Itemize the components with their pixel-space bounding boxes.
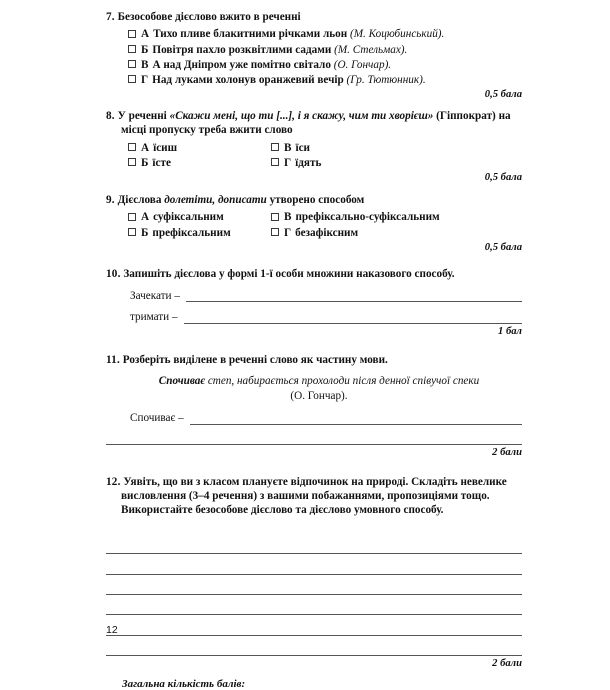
option-text: їдять — [295, 156, 322, 169]
option-letter: Г — [284, 226, 292, 239]
option-source: (О. Гончар). — [333, 58, 392, 71]
option-row — [128, 27, 522, 41]
answer-line[interactable] — [106, 615, 522, 635]
option-row — [128, 141, 522, 155]
fill-label: тримати – — [130, 311, 178, 324]
checkbox-icon[interactable] — [271, 228, 279, 236]
answer-line[interactable] — [184, 313, 522, 324]
question-11-prompt — [106, 353, 522, 367]
option-letter: А — [141, 211, 150, 224]
checkbox-icon[interactable] — [128, 60, 136, 68]
option-letter: А — [141, 141, 150, 154]
question-7-option-b[interactable] — [128, 43, 407, 57]
question-11-quote — [132, 374, 506, 403]
question-11-number: 11. — [106, 353, 120, 366]
option-source: (Гр. Тютюнник). — [346, 73, 426, 86]
question-9-text-pre: Дієслова — [117, 193, 165, 206]
question-8-option-a[interactable] — [128, 141, 271, 155]
question-9-text-post: утворено способом — [266, 193, 365, 206]
option-text: Тихо пливе блакитними річками льон — [153, 28, 348, 41]
question-8-options — [106, 141, 522, 170]
checkbox-icon[interactable] — [271, 213, 279, 221]
question-10-answer-row-1 — [106, 290, 522, 302]
option-text: Над луками холонув оранжевий вечір — [152, 73, 344, 86]
question-8-text-post: (Гіппократ) на місці пропуску треба вжити слово — [121, 109, 511, 137]
question-10-answer-row-2 — [106, 311, 522, 323]
option-text: їсте — [152, 156, 171, 169]
checkbox-icon[interactable] — [128, 228, 136, 236]
answer-line[interactable] — [106, 575, 522, 595]
question-12-text: Уявіть, що ви з класом плануєте відпочинок на природі. Складіть невелике висловлення (3–4 речення) з вашими побажаннями, пропозиціями тощо. Використайте безособове дієслово та дієслово умовного способу. — [121, 475, 507, 517]
option-source: (М. Коцюбинський). — [349, 28, 445, 41]
question-8-option-v[interactable] — [271, 141, 310, 155]
checkbox-icon[interactable] — [128, 143, 136, 151]
question-9-option-b[interactable] — [128, 226, 271, 240]
question-7-number: 7. — [106, 11, 115, 23]
question-8 — [106, 109, 522, 183]
question-10-score: 1 бал — [498, 325, 522, 337]
question-11 — [106, 353, 522, 458]
question-9-score: 0,5 бала — [484, 241, 522, 253]
question-7-text: Безособове дієслово вжито в реченні — [117, 11, 301, 23]
question-12-prompt — [106, 475, 522, 518]
checkbox-icon[interactable] — [271, 143, 279, 151]
option-row — [128, 156, 522, 170]
option-letter: В — [284, 141, 292, 154]
option-letter: Б — [141, 43, 149, 56]
option-row — [128, 58, 522, 72]
question-7-option-a[interactable] — [128, 27, 444, 41]
question-10 — [106, 267, 522, 337]
question-10-number: 10. — [106, 267, 121, 280]
answer-line[interactable] — [106, 534, 522, 554]
option-letter: В — [141, 58, 149, 71]
option-letter: Б — [141, 226, 149, 239]
question-9 — [106, 193, 522, 253]
option-source: (М. Стельмах). — [334, 43, 408, 56]
option-text: Повітря пахло розквітлими садами — [152, 43, 332, 56]
option-text: префіксально-суфіксальним — [295, 211, 440, 224]
option-text: безафіксним — [295, 226, 359, 239]
answer-line[interactable] — [106, 444, 522, 445]
option-letter: В — [284, 211, 292, 224]
question-7-options — [106, 27, 522, 86]
question-12 — [106, 475, 522, 670]
checkbox-icon[interactable] — [128, 158, 136, 166]
checkbox-icon[interactable] — [128, 45, 136, 53]
question-7-option-g[interactable] — [128, 73, 426, 87]
question-7-option-v[interactable] — [128, 58, 391, 72]
question-12-score: 2 бали — [492, 658, 522, 670]
question-8-option-b[interactable] — [128, 156, 271, 170]
option-row — [128, 226, 522, 240]
question-9-option-a[interactable] — [128, 210, 271, 224]
checkbox-icon[interactable] — [128, 213, 136, 221]
option-letter: Г — [284, 156, 292, 169]
question-8-text-pre: У реченні — [117, 109, 170, 122]
question-9-option-g[interactable] — [271, 226, 358, 240]
option-letter: Г — [141, 73, 149, 86]
fill-label: Спочиває – — [130, 412, 184, 425]
question-9-option-v[interactable] — [271, 210, 440, 224]
answer-line[interactable] — [186, 291, 522, 302]
question-9-options — [106, 210, 522, 239]
question-8-prompt — [106, 109, 522, 138]
quote-emphasis: Спочиває — [158, 375, 206, 388]
answer-line[interactable] — [190, 414, 522, 425]
question-9-emphasis: долетіти, дописати — [164, 193, 267, 206]
question-8-score: 0,5 бала — [484, 171, 522, 183]
option-letter: Б — [141, 156, 149, 169]
question-11-answer-row — [106, 412, 522, 424]
fill-label: Зачекати – — [130, 290, 180, 303]
option-letter: А — [141, 28, 150, 41]
question-8-option-g[interactable] — [271, 156, 321, 170]
question-7 — [106, 10, 522, 100]
answer-line[interactable] — [106, 554, 522, 574]
quote-rest: степ, набирається прохолоди після денної співучої спеки — [205, 375, 480, 388]
total-score-label: Загальна кількість балів: — [122, 678, 246, 690]
question-9-prompt — [106, 193, 522, 207]
question-10-text: Запишіть дієслова у формі 1-ї особи множини наказового способу. — [123, 267, 455, 280]
question-8-number: 8. — [106, 109, 115, 122]
question-11-text: Розберіть виділене в реченні слово як частину мови. — [122, 353, 388, 366]
question-7-prompt — [106, 10, 522, 24]
option-row — [128, 73, 522, 87]
answer-line[interactable] — [106, 595, 522, 615]
option-text: їси — [295, 141, 310, 154]
page-number: 12 — [106, 624, 118, 636]
option-text: їсиш — [153, 141, 178, 154]
question-12-number: 12. — [106, 475, 121, 488]
option-text: А над Дніпром уже помітно світало — [152, 58, 331, 71]
question-8-quote: «Скажи мені, що ти [...], і я скажу, чим ти хворієш» — [169, 109, 434, 122]
option-row — [128, 43, 522, 57]
question-10-prompt — [106, 267, 522, 281]
option-text: суфіксальним — [153, 211, 224, 224]
question-9-number: 9. — [106, 193, 115, 206]
option-row — [128, 210, 522, 224]
question-11-score: 2 бали — [492, 446, 522, 458]
question-7-score: 0,5 бала — [484, 88, 522, 100]
question-12-answer-lines — [106, 534, 522, 656]
checkbox-icon[interactable] — [128, 30, 136, 38]
answer-line[interactable] — [106, 636, 522, 656]
checkbox-icon[interactable] — [271, 158, 279, 166]
option-text: префіксальним — [152, 226, 231, 239]
checkbox-icon[interactable] — [128, 75, 136, 83]
quote-source: (О. Гончар). — [290, 389, 348, 402]
